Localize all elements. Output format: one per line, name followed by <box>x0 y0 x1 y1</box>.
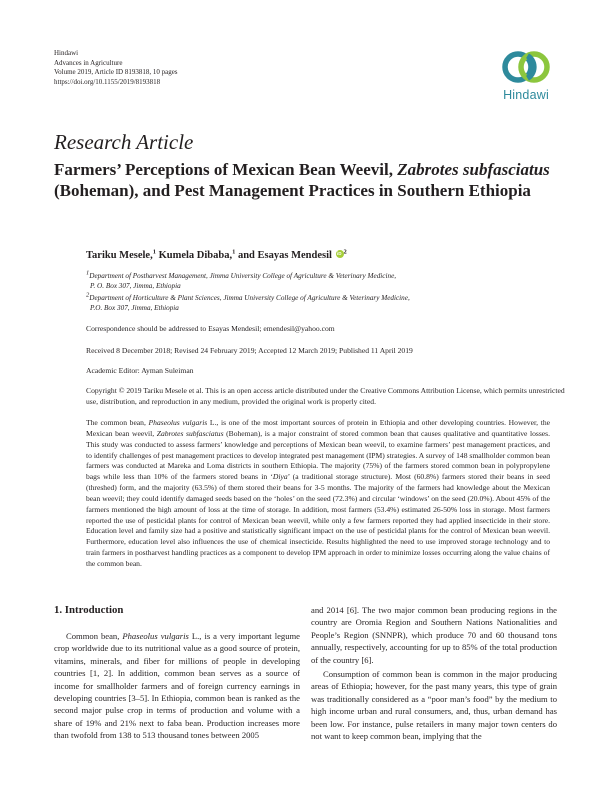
hindawi-logo-icon <box>494 48 558 88</box>
abstract-text: ’ (a traditional storage structure). Most (60.8%) farmers stored their beans in seed (threshed) form, and the majority (63.5%) of them stored their beans for 3-5 months. The majority of the farmers had knowledge about the Mexican bean weevil; they could identify damaged seeds based on the ‘holes’ on the seed (72.3%) and circular ‘windows’ on the seed (20.0%). About 45% of the farmers mentioned the high amount of loss at the time of storage. In addition, most farmers (53.4%) estimated 26-50% loss in storage. Most farmers reported the use of pesticidal plants for control of Mexican bean weevil, while only a few farmers reported they had applied insecticide in their store. Education level and family size had a positive and statistically significant impact on the use of pesticidal plants for the control of Mexican bean weevil. Furthermore, education level also influences the use of chemical insecticide. Results highlighted the need to use improved storage technology and to train farmers in postharvest handling practices as a component to develop IPM approach in order to minimize losses occurring along the value chains of the common bean. <box>86 472 550 568</box>
article-type: Research Article <box>54 130 194 154</box>
section-heading: 1. Introduction <box>54 604 124 616</box>
hindawi-logo <box>494 48 558 106</box>
hindawi-logo-text: Hindawi <box>503 88 549 102</box>
affiliation-sup: 1 <box>86 269 90 277</box>
intro-paragraph <box>54 630 300 742</box>
orcid-icon[interactable] <box>336 250 344 258</box>
abstract <box>86 418 550 570</box>
abstract-italic: Diya <box>272 472 288 482</box>
correspondence: Correspondence should be addressed to Esayas Mendesil; emendesil@yahoo.com <box>86 324 335 333</box>
title-part-2: (Boheman), and Pest Management Practices in Southern Ethiopia <box>54 180 531 200</box>
author-affil-sup: 1 <box>232 248 236 256</box>
publication-dates: Received 8 December 2018; Revised 24 February 2019; Accepted 12 March 2019; Published 11 April 2019 <box>86 346 413 355</box>
abstract-italic: Zabrotes subfasciatus <box>156 428 224 438</box>
intro-paragraph: Consumption of common bean is common in the major producing areas of Ethiopia; however, for the past many years, this type of grain was traditionally considered as a “poor man’s food” by the medium to high income urban and rural consumers, and, thus, urban demand has been low. For instance, pulse retailers in many major town centers do not want to keep common bean, implying that the <box>311 669 557 742</box>
author-name: Tariku Mesele, <box>86 250 153 261</box>
affiliation-line: P.O. Box 307, Jimma, Ethiopia <box>90 304 179 312</box>
abstract-text: L., is one of the most important sources of protein in Ethiopia and other developing countries. However, the Mexican bean weevil, <box>86 418 550 438</box>
title-part-1: Farmers’ Perceptions of Mexican Bean Weevil, <box>54 160 398 179</box>
author-list <box>86 250 347 261</box>
abstract-italic: Phaseolus vulgaris <box>148 418 208 427</box>
affiliation-line: Department of Postharvest Management, Jimma University College of Agriculture & Veterinary Medicine, <box>89 272 397 280</box>
copyright-notice: Copyright © 2019 Tariku Mesele et al. This is an open access article distributed under the Creative Commons Attribution License, which permits unrestricted use, distribution, and reproduction in any medium, provided the original work is properly cited. <box>86 386 565 406</box>
abstract-text: (Boheman), is a major constraint of stored common bean that causes qualitative and quantitative losses. This study was conducted to assess farmers’ knowledge and perceptions of Mexican bean weevil, to examine farmers’ pest management practices, and to identify challenges of pest management practices to develop integrated pest management (IPM) strategies. A survey of 148 smallholder common bean farmers was conducted at Mareka and Loma districts in southern Ethiopia. The majority (75%) of the farmers stored common bean in polypropylene bags while less than 10% of the farmers stored beans in ‘ <box>86 428 550 482</box>
intro-paragraph: and 2014 [6]. The two major common bean producing regions in the country are Oromia Region and Southern Nations Nationalities and People’s Region (SNNPR), which produce 70 and 60 thousand tons annually, respectively, accounting for up to 85% of the total production of the country [6]. <box>311 605 557 665</box>
affiliation-2 <box>86 293 566 313</box>
body-text: L., is a very important legume crop worldwide due to its nutritional value as a good source of protein, vitamins, minerals, and fiber for millions of people in developing countries [1, 2]. In addition, common bean serves as a source of income for smallholder farmers and of foreign currency earnings in developing countries [3–5]. In Ethiopia, common bean is ranked as the second major pulse crop in terms of production and volume with a share of 19% and 21% next to faba bean. Production increases more than twofold from 138 to 513 thousand tones between 2005 <box>54 631 300 741</box>
affiliation-line: P. O. Box 307, Jimma, Ethiopia <box>90 282 181 290</box>
body-text: Common bean, <box>66 631 123 641</box>
author-name: Kumela Dibaba, <box>158 250 233 261</box>
abstract-text: The common bean, <box>86 418 149 427</box>
author-name: and Esayas Mendesil <box>237 250 332 261</box>
academic-editor: Academic Editor: Ayman Suleiman <box>86 366 194 375</box>
author-affil-sup: 1 <box>152 248 156 256</box>
article-title <box>54 160 560 201</box>
journal-header <box>54 49 178 87</box>
doi-link[interactable]: https://doi.org/10.1155/2019/8193818 <box>54 77 161 86</box>
title-species: Zabrotes subfasciatus <box>397 160 550 179</box>
affiliation-1 <box>86 271 566 291</box>
body-italic: Phaseolus vulgaris <box>122 631 189 641</box>
author-affil-sup: 2 <box>343 248 347 256</box>
publisher-name: Hindawi <box>54 49 79 57</box>
affiliation-sup: 2 <box>86 291 90 299</box>
intro-left-column <box>54 630 300 742</box>
volume-line: Volume 2019, Article ID 8193818, 10 pages <box>54 68 178 77</box>
intro-right-column <box>311 604 557 742</box>
journal-name: Advances in Agriculture <box>54 58 123 67</box>
affiliation-line: Department of Horticulture & Plant Sciences, Jimma University College of Agriculture & Veterinary Medicine, <box>89 294 410 302</box>
